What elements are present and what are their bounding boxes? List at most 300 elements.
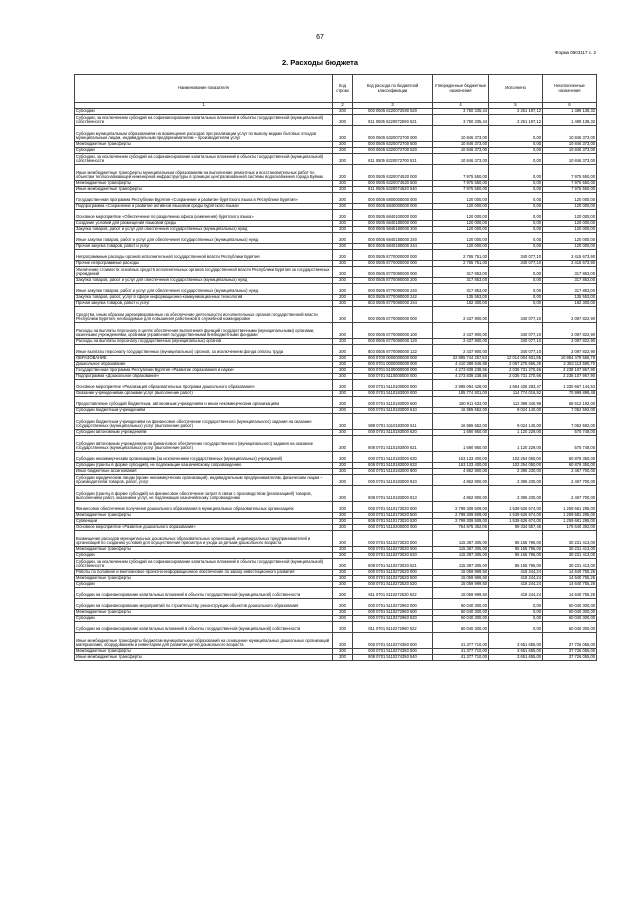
cell-budget-code: 000 0701 5110183000 630 xyxy=(353,452,433,463)
cell-unexecuted: 570 748,00 xyxy=(543,436,597,452)
cell-unexecuted: 10 884 479 565,78 xyxy=(543,356,597,362)
cell-budget-code: 000 0701 5110272520 520 xyxy=(353,582,433,588)
cell-name: Государственная программа Республики Бурятия «Сохранение и развитие бурятского языка в Республике Бурятия» xyxy=(75,193,333,204)
cell-approved: 182 300,00 xyxy=(433,301,489,307)
cell-approved: 115 387 305,00 xyxy=(433,547,489,553)
cell-approved: 120 000,00 xyxy=(433,210,489,221)
header-row xyxy=(75,75,597,103)
table-row xyxy=(75,622,597,633)
table-row xyxy=(75,633,597,649)
cell-line-code: 200 xyxy=(333,210,353,221)
cell-line-code: 200 xyxy=(333,525,353,531)
cell-approved: 120 000,00 xyxy=(433,227,489,233)
cell-name: Возмещение расходов муниципальных дошкольных образовательных организаций, индивидуальных предпринимателей и организаций по созданию условий для осуществления присмотра и ухода за детьми-дошкольного возраста xyxy=(75,531,333,547)
cell-executed: 2 035 731 270,66 xyxy=(489,374,543,380)
cell-budget-code: 811 0505 6320072700 521 xyxy=(353,154,433,165)
cell-unexecuted: 1 259 681 295,00 xyxy=(543,513,597,519)
cell-approved: 60 040 300,00 xyxy=(433,599,489,610)
cell-name: Иные выплаты персоналу государственных (муниципальных) органов, за исключением фонда оплаты труда xyxy=(75,345,333,356)
cell-line-code: 200 xyxy=(333,633,353,649)
cell-unexecuted: 120 000,00 xyxy=(543,244,597,250)
cell-line-code: 200 xyxy=(333,469,353,475)
cell-name: Основное мероприятие «Обеспечение по разделению офиса (изменения) бурятского языка» xyxy=(75,210,333,221)
cell-executed: 0,00 xyxy=(489,599,543,610)
cell-unexecuted: 2 467 700,00 xyxy=(543,486,597,502)
cell-budget-code: 000 0505 8770090000 000 xyxy=(353,267,433,278)
col-number: 5 xyxy=(489,103,543,109)
cell-line-code: 200 xyxy=(333,513,353,519)
cell-approved: 2 437 900,00 xyxy=(433,345,489,356)
col-number: 1 xyxy=(75,103,333,109)
cell-unexecuted: 10 846 373,00 xyxy=(543,126,597,142)
cell-approved: 4 273 839 238,56 xyxy=(433,368,489,374)
cell-approved: 2 799 309 509,00 xyxy=(433,513,489,519)
cell-approved: 10 846 373,00 xyxy=(433,142,489,148)
cell-name: Субвенции xyxy=(75,519,333,525)
cell-line-code: 200 xyxy=(333,187,353,193)
cell-line-code: 200 xyxy=(333,339,353,345)
cell-executed: 0,00 xyxy=(489,204,543,210)
cell-budget-code: 808 0701 5110173020 530 xyxy=(353,519,433,525)
cell-line-code: 200 xyxy=(333,452,353,463)
cell-budget-code: 000 0505 6840180000 240 xyxy=(353,233,433,244)
cell-line-code: 200 xyxy=(333,391,353,397)
cell-unexecuted: 120 000,00 xyxy=(543,233,597,244)
cell-budget-code: 000 0701 5110274350 000 xyxy=(353,633,433,649)
cell-unexecuted: 30 231 413,00 xyxy=(543,553,597,559)
cell-executed: 1 120 229,00 xyxy=(489,436,543,452)
cell-line-code: 200 xyxy=(333,655,353,661)
cell-approved: 3 750 335,44 xyxy=(433,115,489,126)
cell-name: Дошкольное образование xyxy=(75,362,333,368)
cell-name: Работы по половине и внеплановое проектно-информационное обеспечение по заказу инвестиционного развития xyxy=(75,570,333,576)
cell-approved: 7 975 550,00 xyxy=(433,165,489,181)
cell-name: Субсидии некоммерческим организациям (за исключением государственных (муниципальных) учреждений) xyxy=(75,452,333,463)
cell-name: Основное мероприятие «Реализация образовательных программ дошкольного образования» xyxy=(75,380,333,391)
cell-approved: 2 755 751,00 xyxy=(433,250,489,261)
cell-budget-code: 000 0701 0000000000 000 xyxy=(353,362,433,368)
cell-unexecuted: 60 879 350,00 xyxy=(543,452,597,463)
cell-approved: 2 985 094 428,00 xyxy=(433,380,489,391)
cell-budget-code: 000 0701 5110183000 000 xyxy=(353,391,433,397)
cell-name: Межбюджетные трансферты xyxy=(75,181,333,187)
cell-unexecuted: 317 853,00 xyxy=(543,267,597,278)
table-row xyxy=(75,193,597,204)
cell-budget-code: 000 0701 5110272520 000 xyxy=(353,570,433,576)
cell-approved: 16 955 652,00 xyxy=(433,408,489,414)
cell-line-code: 200 xyxy=(333,181,353,187)
cell-line-code: 200 xyxy=(333,475,353,486)
cell-approved: 120 000,00 xyxy=(433,233,489,244)
cell-unexecuted: 30 231 413,00 xyxy=(543,547,597,553)
cell-line-code: 200 xyxy=(333,244,353,250)
cell-unexecuted: 1 330 667 144,53 xyxy=(543,380,597,391)
table-row xyxy=(75,210,597,221)
cell-executed: 340 077,10 xyxy=(489,323,543,339)
table-row xyxy=(75,115,597,126)
cell-line-code: 200 xyxy=(333,616,353,622)
table-row xyxy=(75,655,597,661)
cell-executed: 0,00 xyxy=(489,301,543,307)
cell-unexecuted: 10 846 373,00 xyxy=(543,148,597,154)
cell-unexecuted: 14 640 755,26 xyxy=(543,576,597,582)
cell-unexecuted: 2 097 822,90 xyxy=(543,323,597,339)
cell-unexecuted: 135 553,00 xyxy=(543,295,597,301)
cell-approved: 2 437 900,00 xyxy=(433,323,489,339)
cell-line-code: 200 xyxy=(333,436,353,452)
cell-line-code: 200 xyxy=(333,261,353,267)
cell-line-code: 200 xyxy=(333,430,353,436)
cell-approved: 120 000,00 xyxy=(433,204,489,210)
cell-name: Субсидии муниципальным образованиям на возмещение расходов при реализации услуг по вывозу жидких бытовых отходов муниципальным лицам, индивидуальным предпринимателям – производителям услуг xyxy=(75,126,333,142)
cell-executed: 1 654 426 283,47 xyxy=(489,380,543,391)
cell-budget-code: 802 0505 6840180000 244 xyxy=(353,244,433,250)
cell-line-code: 200 xyxy=(333,295,353,301)
table-row xyxy=(75,397,597,408)
cell-executed: 418 244,24 xyxy=(489,576,543,582)
cell-budget-code: 808 0701 5110183000 621 xyxy=(353,436,433,452)
cell-line-code: 200 xyxy=(333,323,353,339)
cell-name: Субсидии автономным учреждениям xyxy=(75,430,333,436)
cell-approved: 2 755 751,00 xyxy=(433,261,489,267)
cell-budget-code: 811 0505 6320074520 540 xyxy=(353,187,433,193)
cell-unexecuted: 120 000,00 xyxy=(543,221,597,227)
cell-executed: 0,00 xyxy=(489,610,543,616)
cell-unexecuted: 14 640 755,26 xyxy=(543,588,597,599)
cell-unexecuted: 2 097 822,90 xyxy=(543,339,597,345)
cell-line-code: 200 xyxy=(333,148,353,154)
cell-approved: 15 059 999,50 xyxy=(433,570,489,576)
cell-budget-code: 000 0505 6840100000 000 xyxy=(353,210,433,221)
cell-name: Иные межбюджетные трансферты xyxy=(75,187,333,193)
cell-unexecuted: 182 300,00 xyxy=(543,301,597,307)
table-row xyxy=(75,531,597,547)
cell-line-code: 200 xyxy=(333,649,353,655)
cell-executed: 0,00 xyxy=(489,148,543,154)
table-row xyxy=(75,475,597,486)
cell-executed: 0,00 xyxy=(489,227,543,233)
cell-unexecuted: 2 467 700,00 xyxy=(543,475,597,486)
table-row xyxy=(75,345,597,356)
cell-name: Иные бюджетные ассигнования xyxy=(75,469,333,475)
cell-executed: 0,00 xyxy=(489,616,543,622)
cell-budget-code: 808 0701 5110183000 611 xyxy=(353,414,433,430)
cell-approved: 60 040 300,00 xyxy=(433,616,489,622)
cell-unexecuted: 60 879 350,00 xyxy=(543,463,597,469)
cell-unexecuted: 60 040 300,00 xyxy=(543,616,597,622)
cell-executed: 340 077,10 xyxy=(489,339,543,345)
cell-unexecuted: 120 000,00 xyxy=(543,193,597,204)
cell-budget-code: 000 0701 5110183000 800 xyxy=(353,469,433,475)
cell-executed: 340 077,10 xyxy=(489,250,543,261)
cell-executed: 0,00 xyxy=(489,284,543,295)
cell-line-code: 200 xyxy=(333,588,353,599)
cell-budget-code: 000 0505 6220072590 520 xyxy=(353,109,433,115)
cell-approved: 2 437 900,00 xyxy=(433,339,489,345)
cell-name: Иные межбюджетные трансферты xyxy=(75,655,333,661)
cell-budget-code: 000 0701 5110272520 500 xyxy=(353,576,433,582)
cell-budget-code: 000 0701 5100000000 000 xyxy=(353,368,433,374)
header-executed: Исполнено xyxy=(489,75,543,103)
cell-unexecuted: 37 726 055,00 xyxy=(543,655,597,661)
header-line-code: Код строки xyxy=(333,75,353,103)
cell-unexecuted: 120 000,00 xyxy=(543,210,597,221)
cell-unexecuted: 120 000,00 xyxy=(543,204,597,210)
cell-approved: 115 387 305,00 xyxy=(433,559,489,570)
cell-budget-code: 000 0505 8770000000 000 xyxy=(353,261,433,267)
cell-name: Межбюджетные трансферты xyxy=(75,142,333,148)
table-row xyxy=(75,165,597,181)
cell-approved: 120 000,00 xyxy=(433,193,489,204)
cell-executed: 1 539 626 674,00 xyxy=(489,519,543,525)
cell-name: Субсидии (гранты в форме субсидий), не подлежащие казначейскому сопровождению xyxy=(75,463,333,469)
cell-line-code: 200 xyxy=(333,165,353,181)
cell-line-code: 200 xyxy=(333,356,353,362)
cell-budget-code: 000 0505 8770000000 000 xyxy=(353,250,433,261)
cell-executed: 340 077,10 xyxy=(489,261,543,267)
col-number: 2 xyxy=(333,103,353,109)
cell-unexecuted: 2 353 113 590,70 xyxy=(543,362,597,368)
table-row xyxy=(75,599,597,610)
cell-unexecuted: 7 975 550,00 xyxy=(543,181,597,187)
cell-unexecuted: 7 052 592,00 xyxy=(543,408,597,414)
cell-unexecuted: 175 640 392,00 xyxy=(543,525,597,531)
cell-executed: 2 261 197,12 xyxy=(489,115,543,126)
cell-name: Оказание учреждениями органами услуг (выполнение работ) xyxy=(75,391,333,397)
cell-budget-code: 808 0701 5110183000 633 xyxy=(353,463,433,469)
cell-executed: 0,00 xyxy=(489,187,543,193)
cell-approved: 180 911 633,00 xyxy=(433,397,489,408)
cell-line-code: 200 xyxy=(333,109,353,115)
cell-name: Субсидии юридическим лицам (кроме некоммерческих организаций), индивидуальным предпринимателям, физическим лицам – производителям товаров, работ, услуг xyxy=(75,475,333,486)
cell-line-code: 200 xyxy=(333,126,353,142)
cell-budget-code: 000 0505 6800000000 000 xyxy=(353,193,433,204)
cell-line-code: 200 xyxy=(333,553,353,559)
cell-name: Межбюджетные трансферты xyxy=(75,513,333,519)
cell-line-code: 200 xyxy=(333,221,353,227)
cell-name: Создание условий для размещения языковой среды xyxy=(75,221,333,227)
cell-name: Непрограммные расходы органов исполнительной государственной власти Республики Бурятия xyxy=(75,250,333,261)
cell-unexecuted: 7 975 550,00 xyxy=(543,187,597,193)
cell-line-code: 200 xyxy=(333,559,353,570)
cell-budget-code: 000 0701 5110273020 000 xyxy=(353,531,433,547)
table-row xyxy=(75,267,597,278)
cell-approved: 1 690 950,00 xyxy=(433,430,489,436)
cell-approved: 2 799 309 509,00 xyxy=(433,502,489,513)
cell-executed: 0,00 xyxy=(489,267,543,278)
cell-budget-code: 000 0505 6320074520 000 xyxy=(353,165,433,181)
cell-line-code: 200 xyxy=(333,115,353,126)
cell-budget-code: 000 0701 5110274350 500 xyxy=(353,649,433,655)
cell-approved: 41 377 710,00 xyxy=(433,649,489,655)
cell-name: Подпрограмма «Дошкольное образование» xyxy=(75,374,333,380)
table-row xyxy=(75,233,597,244)
cell-unexecuted: 2 415 673,90 xyxy=(543,261,597,267)
cell-unexecuted: 120 000,00 xyxy=(543,227,597,233)
cell-line-code: 200 xyxy=(333,345,353,356)
cell-unexecuted: 37 726 055,00 xyxy=(543,633,597,649)
cell-approved: 3 750 335,44 xyxy=(433,109,489,115)
cell-executed: 418 244,24 xyxy=(489,582,543,588)
cell-unexecuted: 10 846 373,00 xyxy=(543,154,597,165)
cell-executed: 102 254 050,00 xyxy=(489,463,543,469)
page-number: 67 xyxy=(316,34,324,41)
cell-line-code: 200 xyxy=(333,570,353,576)
cell-unexecuted: 60 040 300,00 xyxy=(543,610,597,616)
cell-name: Субсидии бюджетным учреждениям xyxy=(75,408,333,414)
cell-executed: 1 539 626 674,00 xyxy=(489,513,543,519)
cell-budget-code: 000 0505 6840000000 000 xyxy=(353,204,433,210)
cell-unexecuted: 2 415 673,90 xyxy=(543,250,597,261)
cell-unexecuted: 7 052 592,00 xyxy=(543,414,597,430)
cell-budget-code: 000 0701 5110200000 000 xyxy=(353,525,433,531)
table-row xyxy=(75,414,597,430)
cell-budget-code: 000 0701 5110183000 810 xyxy=(353,475,433,486)
cell-executed: 3 651 655,00 xyxy=(489,649,543,655)
cell-budget-code: 000 0701 5110000000 000 xyxy=(353,374,433,380)
cell-approved: 15 059 999,50 xyxy=(433,588,489,599)
cell-unexecuted: 10 846 373,00 xyxy=(543,142,597,148)
cell-line-code: 200 xyxy=(333,233,353,244)
cell-name: Иные межбюджетные трансферты бюджетам муниципальных образований на оснащение муниципальных дошкольных организаций материалами, оборудованием и инвентарем для развития детей дошкольного возраста xyxy=(75,633,333,649)
header-unexecuted: Неисполненные назначения xyxy=(543,75,597,103)
cell-name: Субсидии на софинансирование мероприятий по строительству, реконструкции объектов дошкольного образования xyxy=(75,599,333,610)
cell-budget-code: 000 0505 6840180000 200 xyxy=(353,227,433,233)
cell-budget-code: 811 0701 5110272960 522 xyxy=(353,622,433,633)
cell-approved: 22 895 744 267,53 xyxy=(433,356,489,362)
cell-executed: 0,00 xyxy=(489,221,543,227)
cell-executed: 0,00 xyxy=(489,622,543,633)
cell-executed: 9 024 140,00 xyxy=(489,408,543,414)
cell-unexecuted: 1 259 681 295,00 xyxy=(543,502,597,513)
cell-executed: 2 395 230,00 xyxy=(489,469,543,475)
cell-line-code: 200 xyxy=(333,486,353,502)
cell-budget-code: 803 0505 8770090000 242 xyxy=(353,295,433,301)
cell-name: Субсидии xyxy=(75,109,333,115)
cell-name: Субсидии на софинансирование капитальных вложений в объекты государственной (муниципальной) собственности xyxy=(75,622,333,633)
cell-approved: 41 377 710,00 xyxy=(433,633,489,649)
cell-name: Субсидии, за исключением субсидий на софинансирование капитальных вложений в объекты государственной (муниципальной) собственности xyxy=(75,115,333,126)
cell-executed: 0,00 xyxy=(489,193,543,204)
cell-budget-code: 000 0505 8770090000 000 xyxy=(353,307,433,323)
cell-approved: 15 059 999,50 xyxy=(433,576,489,582)
cell-approved: 317 853,00 xyxy=(433,267,489,278)
table-row xyxy=(75,452,597,463)
cell-executed: 85 155 796,00 xyxy=(489,531,543,547)
cell-name: Субсидии xyxy=(75,148,333,154)
cell-approved: 4 410 389 646,85 xyxy=(433,362,489,368)
cell-executed: 0,00 xyxy=(489,126,543,142)
cell-name: Подпрограмма «Сохранение и развитие активной языковой среды бурятского языка» xyxy=(75,204,333,210)
cell-line-code: 200 xyxy=(333,227,353,233)
cell-executed: 85 155 796,00 xyxy=(489,553,543,559)
cell-approved: 2 799 309 509,00 xyxy=(433,519,489,525)
cell-line-code: 200 xyxy=(333,204,353,210)
cell-line-code: 200 xyxy=(333,531,353,547)
col-number: 4 xyxy=(433,103,489,109)
table-row xyxy=(75,154,597,165)
cell-line-code: 200 xyxy=(333,267,353,278)
cell-approved: 317 853,00 xyxy=(433,284,489,295)
cell-executed: 0,00 xyxy=(489,154,543,165)
table-row xyxy=(75,307,597,323)
cell-line-code: 200 xyxy=(333,408,353,414)
cell-name: Межбюджетные трансферты xyxy=(75,547,333,553)
cell-line-code: 200 xyxy=(333,368,353,374)
cell-line-code: 200 xyxy=(333,547,353,553)
cell-executed: 0,00 xyxy=(489,295,543,301)
cell-approved: 4 862 900,00 xyxy=(433,486,489,502)
cell-executed: 0,00 xyxy=(489,142,543,148)
cell-line-code: 200 xyxy=(333,374,353,380)
cell-name: Субсидии xyxy=(75,616,333,622)
cell-name: Прочие непрограммные расходы xyxy=(75,261,333,267)
cell-unexecuted: 37 726 055,00 xyxy=(543,649,597,655)
cell-approved: 10 846 373,00 xyxy=(433,148,489,154)
table-row xyxy=(75,502,597,513)
cell-approved: 16 955 652,00 xyxy=(433,414,489,430)
table-row xyxy=(75,436,597,452)
cell-approved: 4 862 900,00 xyxy=(433,469,489,475)
cell-name: Прочая закупка товаров, работ и услуг xyxy=(75,301,333,307)
cell-approved: 1 690 950,00 xyxy=(433,436,489,452)
cell-unexecuted: 2 238 107 967,90 xyxy=(543,368,597,374)
header-name: Наименование показателя xyxy=(75,75,333,103)
table-row xyxy=(75,250,597,261)
cell-executed: 89 334 557,46 xyxy=(489,525,543,531)
cell-unexecuted: 1 259 681 295,00 xyxy=(543,519,597,525)
cell-executed: 340 077,10 xyxy=(489,345,543,356)
cell-executed: 2 261 197,12 xyxy=(489,109,543,115)
cell-line-code: 200 xyxy=(333,519,353,525)
cell-budget-code: 000 0701 5110273020 520 xyxy=(353,553,433,559)
cell-line-code: 200 xyxy=(333,250,353,261)
cell-budget-code: 000 0701 5110272960 520 xyxy=(353,616,433,622)
cell-name: Иные межбюджетные трансферты муниципальным образованиям на выполнение ремонтных и восстановительных работ по объектам теплоснабжающей инженерной инфраструктуры в границах централизованной системы водоснабжения города Буйнак xyxy=(75,165,333,181)
cell-budget-code: 000 0505 8770090000 120 xyxy=(353,339,433,345)
cell-unexecuted: 2 097 822,90 xyxy=(543,307,597,323)
cell-executed: 1 120 229,00 xyxy=(489,430,543,436)
cell-budget-code: 000 0701 5110272960 000 xyxy=(353,599,433,610)
cell-executed: 114 774 016,52 xyxy=(489,391,543,397)
cell-approved: 185 774 931,00 xyxy=(433,391,489,397)
cell-budget-code: 000 0701 5110183000 610 xyxy=(353,408,433,414)
cell-budget-code: 000 0701 5110173020 500 xyxy=(353,513,433,519)
form-code: Форма 0503117 с. 2 xyxy=(555,50,596,55)
cell-line-code: 200 xyxy=(333,610,353,616)
cell-executed: 0,00 xyxy=(489,278,543,284)
cell-approved: 10 846 373,00 xyxy=(433,154,489,165)
cell-executed: 3 651 655,00 xyxy=(489,655,543,661)
cell-budget-code: 000 0505 6840180000 000 xyxy=(353,221,433,227)
section-title: 2. Расходы бюджета xyxy=(281,58,359,67)
header-budget-code: Код расхода по бюджетной классификации xyxy=(353,75,433,103)
cell-executed: 9 024 140,00 xyxy=(489,414,543,430)
cell-budget-code: 000 0701 5110273020 500 xyxy=(353,547,433,553)
cell-name: Прочая закупка товаров, работ и услуг xyxy=(75,244,333,250)
cell-unexecuted: 14 640 755,26 xyxy=(543,582,597,588)
cell-line-code: 200 xyxy=(333,301,353,307)
cell-approved: 2 437 900,00 xyxy=(433,307,489,323)
cell-budget-code: 000 0701 5110272960 500 xyxy=(353,610,433,616)
cell-executed: 85 155 796,00 xyxy=(489,559,543,570)
cell-line-code: 200 xyxy=(333,622,353,633)
cell-executed: 12 014 004 601,85 xyxy=(489,356,543,362)
cell-line-code: 200 xyxy=(333,278,353,284)
cell-approved: 4 273 839 238,56 xyxy=(433,374,489,380)
cell-name: Основное мероприятие «Развитие дошкольного образования» xyxy=(75,525,333,531)
cell-budget-code: 000 0701 5110173020 000 xyxy=(353,502,433,513)
